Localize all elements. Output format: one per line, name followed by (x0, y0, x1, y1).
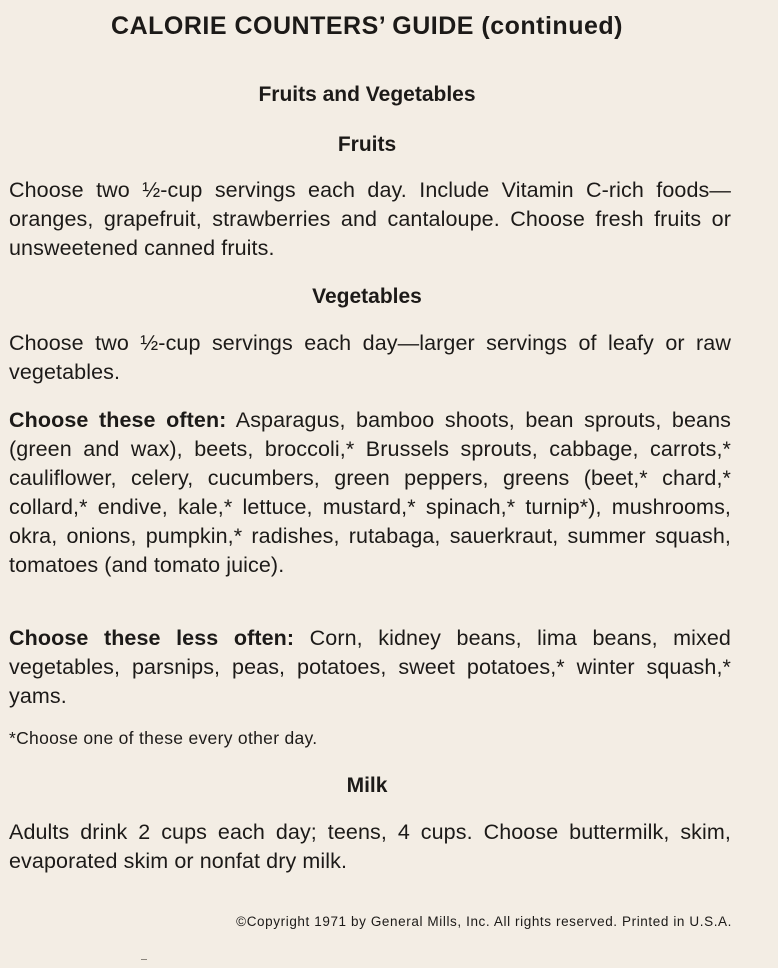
choose-less-often-paragraph (9, 624, 731, 711)
choose-less-often-label: Choose these less often: (9, 626, 295, 650)
milk-paragraph: Adults drink 2 cups each day; teens, 4 cups. Choose buttermilk, skim, evaporated skim or nonfat dry milk. (9, 820, 731, 873)
choose-often-label: Choose these often: (9, 408, 227, 432)
subheading-fruits: Fruits (337, 133, 397, 156)
section-heading-fruits-and-vegetables: Fruits and Vegetables (258, 83, 476, 106)
fruits-paragraph: Choose two ½-cup servings each day. Include Vitamin C-rich foods—oranges, grapefruit, strawberries and cantaloupe. Choose fresh fruits or unsweetened canned fruits. (9, 178, 731, 260)
vegetables-paragraph: Choose two ½-cup servings each day—larger servings of leafy or raw vegetables. (9, 331, 731, 384)
choose-often-list: Asparagus, bamboo shoots, bean sprouts, beans (green and wax), beets, broccoli,* Brussels sprouts, cabbage, carrots,* cauliflower, celery, cucumbers, green peppers, greens (beet,* chard,* collard,* endive, kale,* lettuce, mustard,* spinach,* turnip*), mushrooms, okra, onions, pumpkin,* radishes, rutabaga, sauerkraut, summer squash, tomatoes (and tomato juice). (9, 408, 731, 577)
choose-less-often-list: Corn, kidney beans, lima beans, mixed vegetables, parsnips, peas, potatoes, sweet potatoes,* winter squash,* yams. (9, 626, 731, 708)
subheading-vegetables: Vegetables (312, 285, 422, 308)
choose-often-paragraph (9, 406, 731, 580)
page-title: CALORIE COUNTERS’ GUIDE (continued) (111, 12, 623, 40)
print-speck (141, 959, 147, 960)
copyright-notice: ©Copyright 1971 by General Mills, Inc. All rights reserved. Printed in U.S.A. (236, 914, 732, 929)
subheading-milk: Milk (346, 774, 388, 797)
footnote: *Choose one of these every other day. (9, 728, 318, 748)
